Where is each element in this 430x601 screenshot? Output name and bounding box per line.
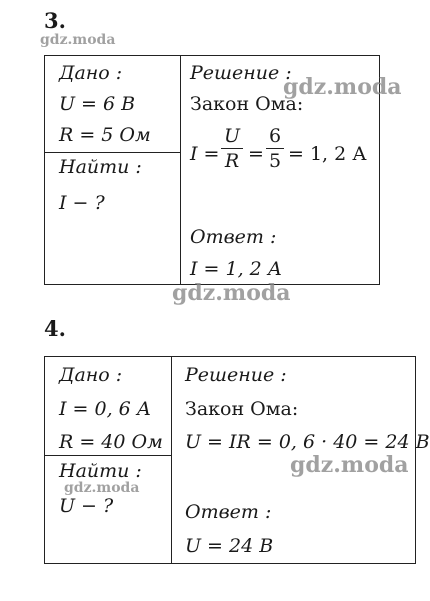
watermark-text: gdz.moda <box>64 480 140 496</box>
solution-header: Решение : <box>185 364 287 386</box>
fraction-numerator: U <box>223 125 240 147</box>
law-label: Закон Ома: <box>185 398 299 420</box>
find-value: U − ? <box>59 495 114 517</box>
law-label: Закон Ома: <box>190 93 304 115</box>
problem-4-column-divider <box>171 356 172 564</box>
given-voltage: U = 6 В <box>59 93 136 115</box>
answer-header: Ответ : <box>190 226 277 248</box>
problem-4-number: 4. <box>44 316 66 341</box>
fraction-6-over-5 <box>266 125 284 172</box>
find-header: Найти : <box>59 460 142 482</box>
problem-4-given-divider <box>44 455 172 456</box>
given-resistance: R = 40 Ом <box>59 431 163 453</box>
given-header: Дано : <box>59 62 123 84</box>
problem-3-given-divider <box>44 152 181 153</box>
given-current: I = 0, 6 А <box>59 398 152 420</box>
watermark-text: gdz.moda <box>283 74 402 100</box>
watermark-text: gdz.moda <box>40 32 116 48</box>
answer-value: I = 1, 2 А <box>190 258 283 280</box>
find-value: I − ? <box>59 192 105 214</box>
answer-header: Ответ : <box>185 501 272 523</box>
fraction-denominator: R <box>224 150 240 172</box>
equals-sign: = <box>248 143 264 165</box>
formula-lhs: I = <box>190 143 220 165</box>
watermark-text: gdz.moda <box>172 280 291 306</box>
problem-3-column-divider <box>180 55 181 285</box>
fraction-numerator: 6 <box>268 125 282 147</box>
fraction-denominator: 5 <box>268 150 282 172</box>
given-resistance: R = 5 Ом <box>59 124 151 146</box>
solution-header: Решение : <box>190 62 292 84</box>
fraction-bar <box>266 148 284 149</box>
fraction-bar <box>221 148 243 149</box>
find-header: Найти : <box>59 156 142 178</box>
watermark-text: gdz.moda <box>290 452 409 478</box>
formula-result: = 1, 2 А <box>288 143 367 165</box>
fraction-u-over-r <box>221 125 243 172</box>
problem-3-number: 3. <box>44 8 66 33</box>
given-header: Дано : <box>59 364 123 386</box>
formula: U = IR = 0, 6 · 40 = 24 В <box>185 431 430 453</box>
answer-value: U = 24 В <box>185 535 274 557</box>
